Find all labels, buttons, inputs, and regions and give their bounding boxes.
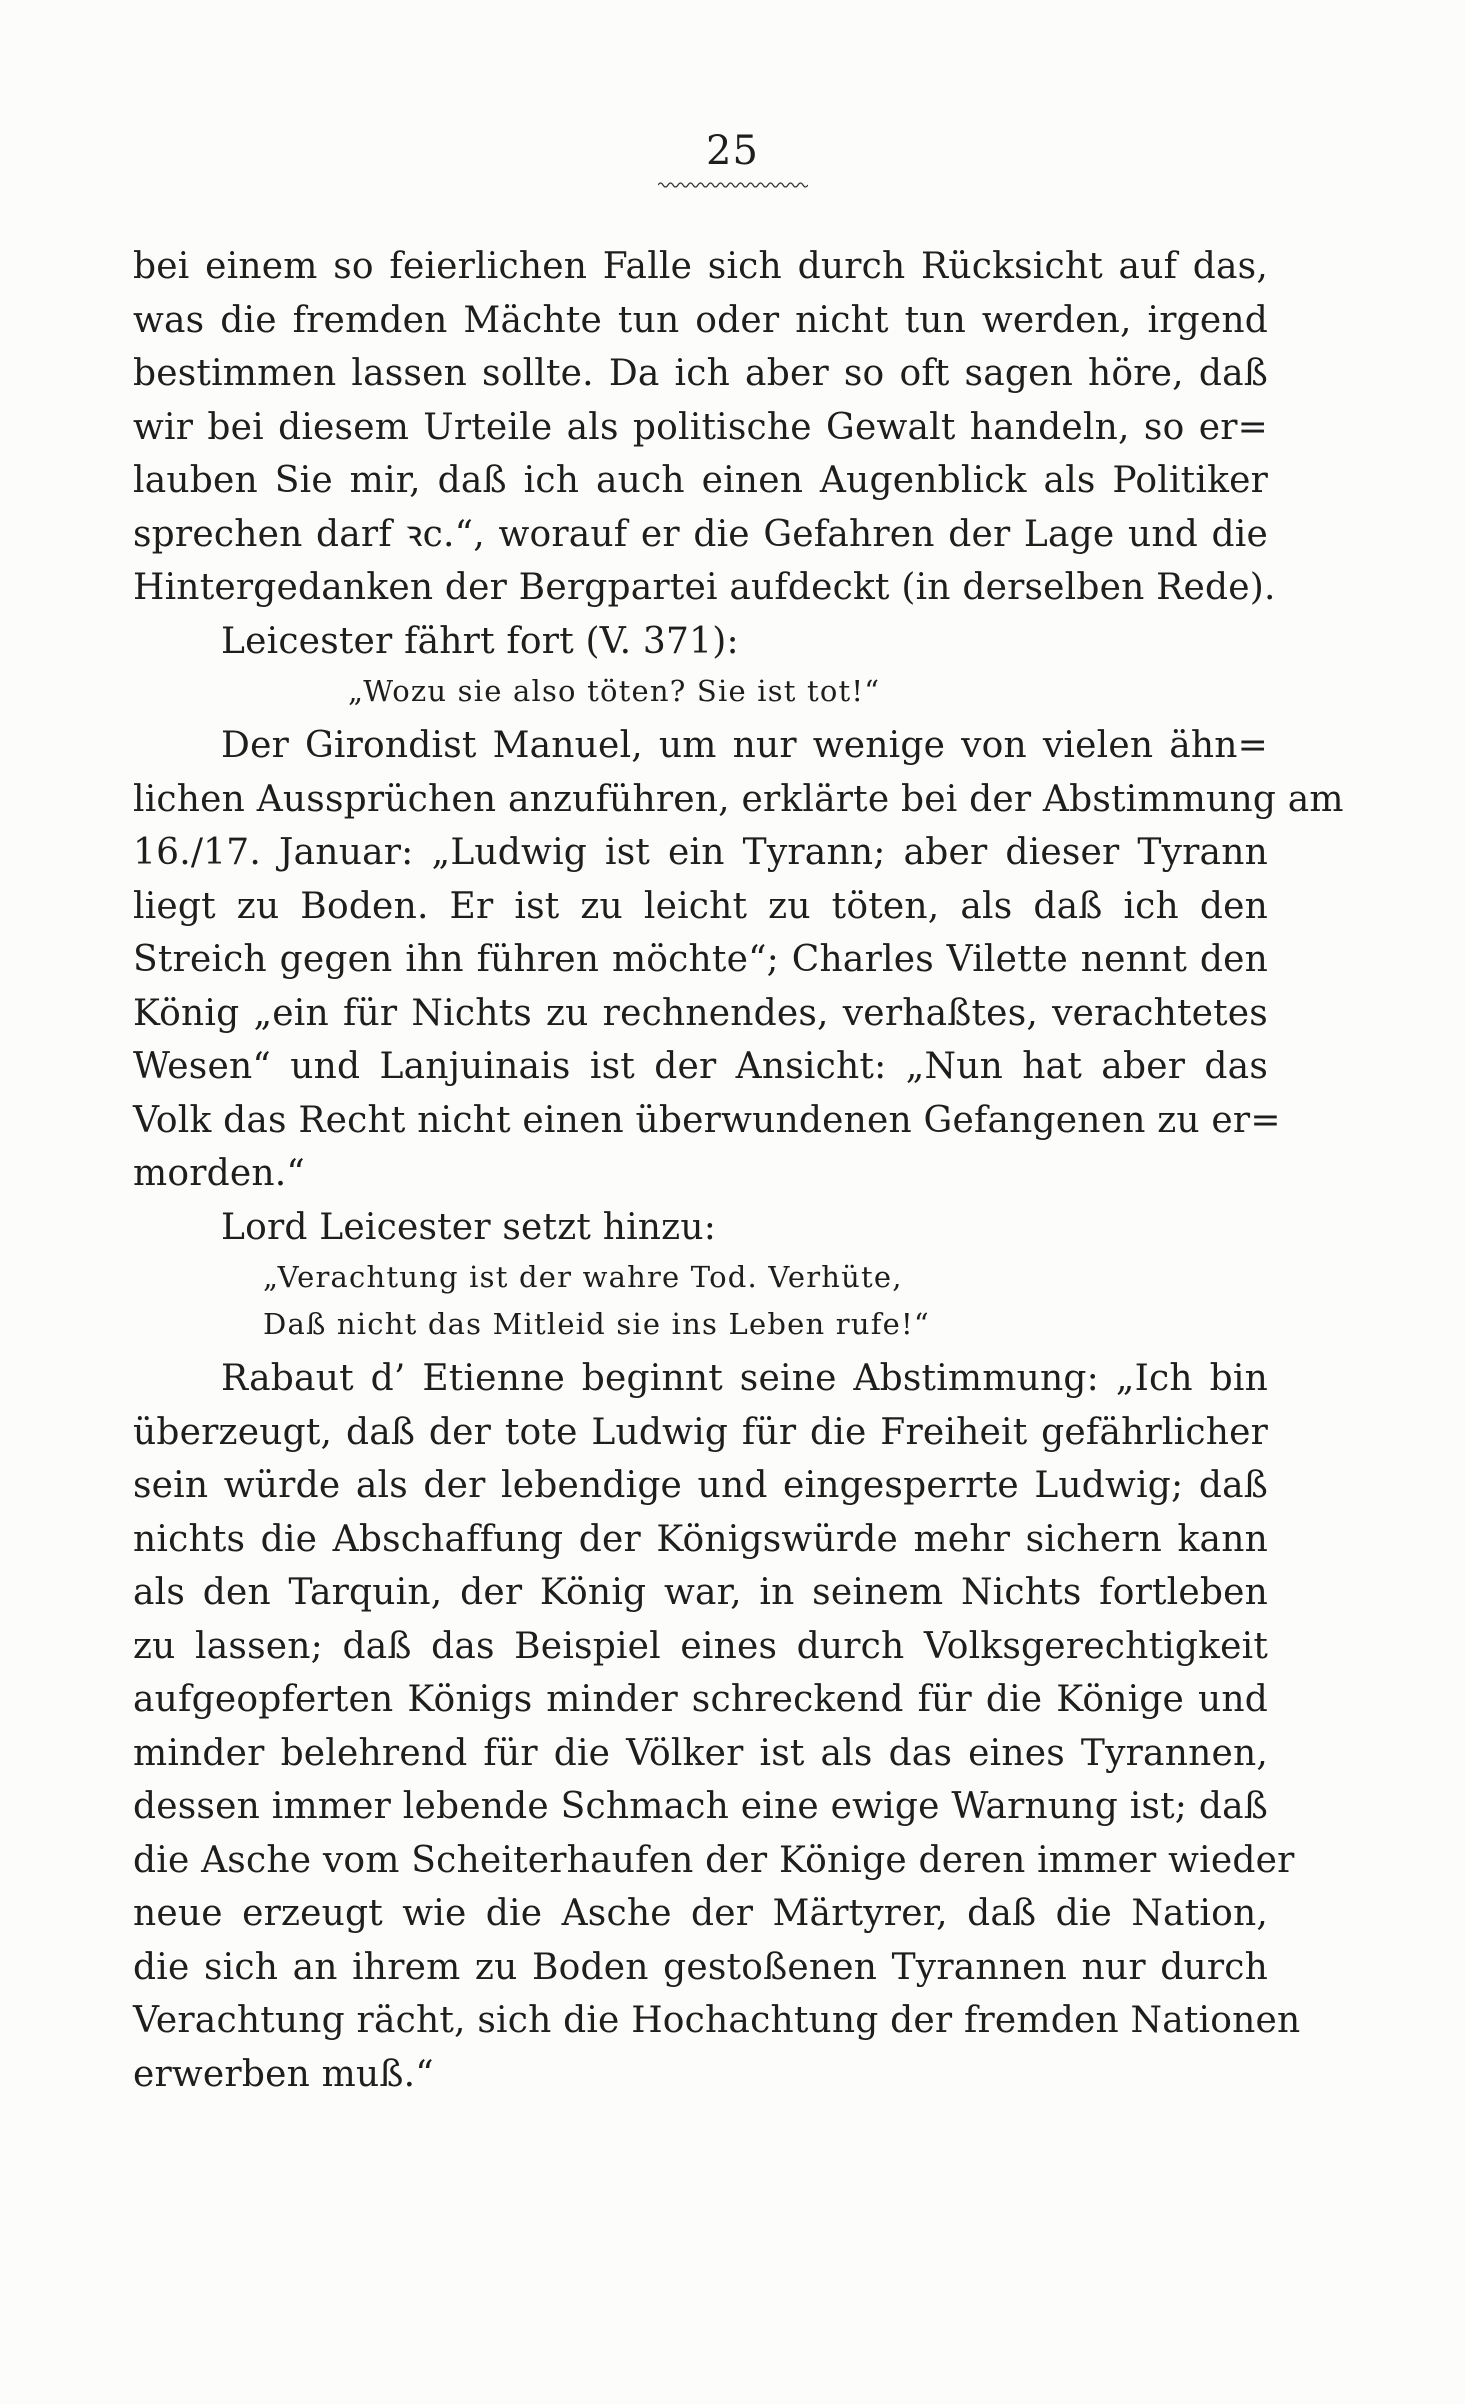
text-line: dessen immer lebende Schmach eine ewige Warnung ist; daß: [133, 1786, 1268, 1827]
text-line: Volk das Recht nicht einen überwundenen Gefangenen zu er=: [133, 1099, 1281, 1141]
leicester-intro: Leicester fährt fort (V. 371):: [221, 620, 739, 662]
page-number: 25: [706, 128, 759, 174]
text-line: als den Tarquin, der König war, in seinem Nichts fortleben: [133, 1572, 1268, 1613]
text-line: liegt zu Boden. Er ist zu leicht zu töten, als daß ich den: [133, 885, 1268, 927]
text-line: Der Girondist Manuel, um nur wenige von vielen ähn=: [221, 725, 1268, 766]
text-line: aufgeopferten Königs minder schreckend für die Könige und: [133, 1679, 1268, 1720]
paragraph-3: [133, 1352, 1301, 2101]
lord-leicester-intro: Lord Leicester setzt hinzu:: [221, 1206, 717, 1248]
text-line: nichts die Abschaffung der Königswürde mehr sichern kann: [133, 1518, 1268, 1560]
text-line: minder belehrend für die Völker ist als das eines Tyrannen,: [133, 1732, 1268, 1774]
text-line: 16./17. Januar: „Ludwig ist ein Tyrann; aber dieser Tyrann: [133, 832, 1268, 873]
text-line: König „ein für Nichts zu rechnendes, verhaßtes, verachtetes: [133, 992, 1268, 1034]
verse-quote-2-line-2: Daß nicht das Mitleid sie ins Leben rufe!“: [263, 1307, 930, 1341]
text-line: erwerben muß.“: [133, 2053, 434, 2095]
text-line: überzeugt, daß der tote Ludwig für die Freiheit gefährlicher: [133, 1411, 1268, 1453]
text-line: sein würde als der lebendige und eingesperrte Ludwig; daß: [133, 1465, 1268, 1506]
text-line: sprechen darf ꝛc.“, worauf er die Gefahren der Lage und die: [133, 513, 1268, 555]
verse-quote-2-line-1: „Verachtung ist der wahre Tod. Verhüte,: [263, 1260, 903, 1294]
paragraph-1: [133, 240, 1276, 615]
body-text: [133, 240, 1344, 2101]
text-line: neue erzeugt wie die Asche der Märtyrer, daß die Nation,: [133, 1893, 1268, 1934]
text-line: Streich gegen ihn führen möchte“; Charles Vilette nennt den: [133, 939, 1268, 980]
text-line: Hintergedanken der Bergpartei aufdeckt (in derselben Rede).: [133, 567, 1276, 608]
verse-quote-1: „Wozu sie also töten? Sie ist tot!“: [348, 674, 881, 708]
text-line: zu lassen; daß das Beispiel eines durch Volksgerechtigkeit: [133, 1625, 1268, 1667]
text-line: Verachtung rächt, sich die Hochachtung der fremden Nationen: [133, 2000, 1301, 2041]
text-line: lauben Sie mir, daß ich auch einen Augenblick als Politiker: [133, 460, 1268, 501]
paragraph-2: [133, 719, 1344, 1201]
text-line: bestimmen lassen sollte. Da ich aber so oft sagen höre, daß: [133, 353, 1268, 394]
text-line: Wesen“ und Lanjuinais ist der Ansicht: „Nun hat aber das: [133, 1046, 1268, 1087]
text-line: die sich an ihrem zu Boden gestoßenen Tyrannen nur durch: [133, 1946, 1268, 1988]
text-line: bei einem so feierlichen Falle sich durch Rücksicht auf das,: [133, 246, 1268, 287]
text-line: Rabaut d’ Etienne beginnt seine Abstimmung: „Ich bin: [221, 1358, 1268, 1399]
text-line: lichen Aussprüchen anzuführen, erklärte bei der Abstimmung am: [133, 778, 1344, 820]
text-line: was die fremden Mächte tun oder nicht tun werden, irgend: [133, 299, 1268, 341]
text-line: die Asche vom Scheiterhaufen der Könige deren immer wieder: [133, 1839, 1295, 1881]
text-line: morden.“: [133, 1153, 306, 1194]
text-line: wir bei diesem Urteile als politische Gewalt handeln, so er=: [133, 406, 1268, 448]
wavy-rule-ornament: [658, 180, 808, 190]
